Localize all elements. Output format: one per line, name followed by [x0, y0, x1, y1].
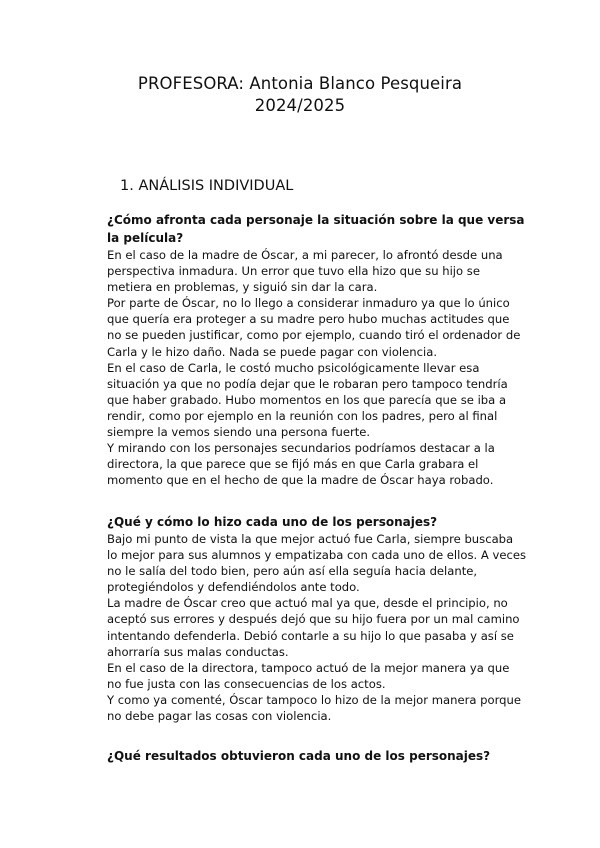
question-block [107, 211, 527, 488]
question-heading: ¿Qué resultados obtuvieron cada uno de los personajes? [107, 749, 491, 763]
question-block [107, 513, 527, 724]
teacher-name: PROFESORA: Antonia Blanco Pesqueira [137, 74, 463, 93]
answer-paragraph: En el caso de la directora, tampoco actuó de la mejor manera ya que no fue justa con las consecuencias de los actos. [107, 660, 510, 691]
question-block [107, 747, 527, 765]
answer-paragraph: La madre de Óscar creo que actuó mal ya que, desde el principio, no aceptó sus errores y después dejó que su hijo fuera por un mal camino intentando defenderla. Debió contarle a su hijo lo que pasaba y así se ahorraría sus malas conductas. [107, 596, 520, 659]
answer-paragraph: Bajo mi punto de vista la que mejor actuó fue Carla, siempre buscaba lo mejor para sus alumnos y empatizaba con cada uno de ellos. A veces no le salía del todo bien, pero aún así ella seguía hacia delante, protegiéndolos y defendiéndolos ante todo. [107, 532, 527, 595]
answer-paragraph: Y como ya comenté, Óscar tampoco lo hizo de la mejor manera porque no debe pagar las cosas con violencia. [107, 692, 522, 724]
question-heading: ¿Qué y cómo lo hizo cada uno de los personajes? [107, 515, 438, 529]
answer-paragraph: Y mirando con los personajes secundarios podríamos destacar a la directora, la que parece que se fijó más en que Carla grabara el momento que en el hecho de que la madre de Óscar haya robado. [107, 441, 495, 488]
answer-paragraph: En el caso de la madre de Óscar, a mi parecer, lo afrontó desde una perspectiva inmadura. Un error que tuvo ella hizo que su hijo se metiera en problemas, y siguió sin dar la cara. [107, 248, 503, 295]
answer-paragraph: Por parte de Óscar, no lo llego a considerar inmaduro ya que lo único que quería era proteger a su madre pero hubo muchas actitudes que no se pueden justificar, como por ejemplo, cuando tiró el ordenador de Carla y le hizo daño. Nada se puede pagar con violencia. [107, 296, 521, 359]
answer-paragraph: En el caso de Carla, le costó mucho psicológicamente llevar esa situación ya que no podía dejar que le robaran pero tampoco tendría que haber grabado. Hubo momentos en los que parecía que se iba a rendir, como por ejemplo en la reunión con los padres, pero al final siempre la vemos siendo una persona fuerte. [107, 360, 508, 440]
school-year: 2024/2025 [254, 96, 346, 115]
document-header [0, 73, 600, 117]
question-heading: ¿Cómo afronta cada personaje la situación sobre la que versa la película? [107, 213, 525, 245]
section-title: 1. ANÁLISIS INDIVIDUAL [120, 178, 294, 194]
